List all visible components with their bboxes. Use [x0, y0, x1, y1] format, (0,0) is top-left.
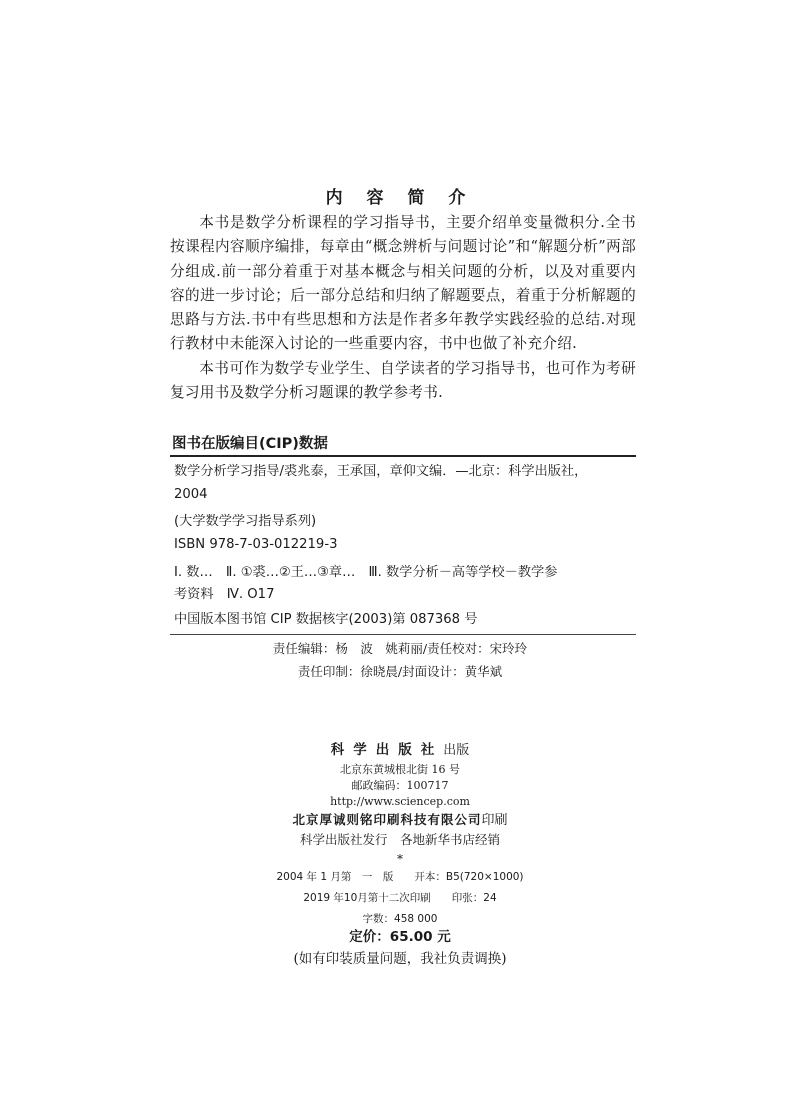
printer-name: 北京厚诚则铭印刷科技有限公司 [292, 812, 482, 827]
summary-paragraph-2: 本书可作为数学专业学生、自学读者的学习指导书，也可作为考研复习用书及数学分析习题课的教学参考书. [170, 360, 636, 402]
quality-notice: (如有印装质量问题，我社负责调换) [293, 951, 507, 967]
publisher-line [0, 742, 800, 759]
staff-line-2: 责任印制：徐晓晨/封面设计：黄华斌 [297, 664, 503, 679]
website: http://www.sciencep.com [330, 795, 470, 808]
publisher-suffix: 出版 [443, 743, 470, 758]
printer-line [0, 812, 800, 829]
summary-paragraph-1: 本书是数学分析课程的学习指导书，主要介绍单变量微积分.全书按课程内容顺序编排，每章由“概念辨析与问题讨论”和“解题分析”两部分组成.前一部分着重于对基本概念与相关问题的分析，以及对重要内容的进一步讨论；后一部分总结和归纳了解题要点，着重于分析解题的思路与方法.书中有些思想和方法是作者多年教学实践经验的总结.对现行教材中未能深入讨论的一些重要内容，书中也做了补充介绍. [170, 214, 636, 353]
cip-line-4: ISBN 978-7-03-012219-3 [174, 537, 338, 552]
distribution: 科学出版社发行 各地新华书店经销 [299, 832, 500, 847]
cip-line-7: 中国版本图书馆 CIP 数据核字(2003)第 087368 号 [174, 612, 478, 627]
postcode: 邮政编码：100717 [351, 779, 449, 792]
cip-line-3: (大学数学学习指导系列) [174, 514, 317, 529]
cip-heading: 图书在版编目(CIP)数据 [172, 436, 328, 452]
cip-line-5: Ⅰ. 数… Ⅱ. ①裘…②王…③章… Ⅲ. 数学分析－高等学校－教学参 [174, 565, 558, 580]
separator: * [397, 852, 403, 866]
cip-line-6: 考资料 Ⅳ. O17 [174, 587, 275, 602]
publisher-name: 科学出版社 [330, 742, 444, 758]
price: 定价：65.00 元 [349, 929, 451, 945]
edition-info: 2004 年 1 月第 一 版 开本：B5(720×1000) [276, 871, 524, 883]
cip-top-rule [170, 455, 636, 457]
publisher-address: 北京东黄城根北街 16 号 [340, 763, 460, 776]
printing-info: 2019 年10月第十二次印刷 印张：24 [303, 892, 497, 904]
summary-title: 内 容 简 介 [325, 188, 475, 208]
printer-suffix: 印刷 [481, 813, 508, 828]
cip-bottom-rule [170, 634, 636, 635]
cip-line-2: 2004 [174, 487, 208, 502]
word-count: 字数：458 000 [362, 913, 438, 925]
staff-line-1: 责任编辑：杨 波 姚莉丽/责任校对：宋玲玲 [272, 641, 528, 656]
cip-line-1: 数学分析学习指导/裘兆泰，王承国，章仰文编．—北京：科学出版社， [174, 464, 588, 479]
